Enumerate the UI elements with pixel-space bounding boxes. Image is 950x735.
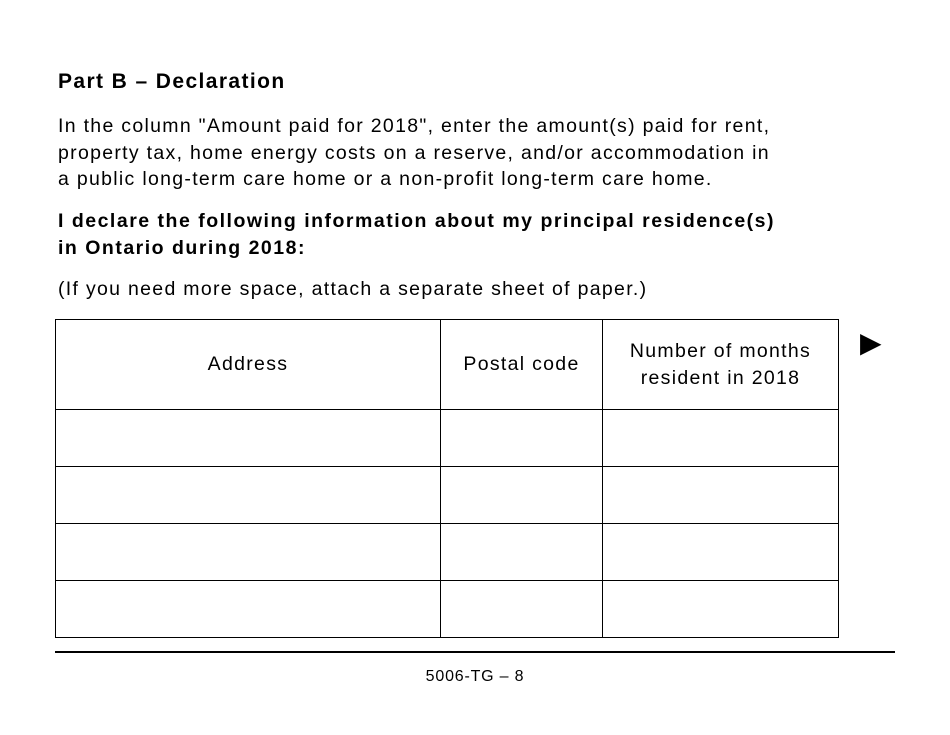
table-row — [56, 524, 839, 581]
residence-table — [55, 319, 839, 638]
table-header-row — [56, 320, 839, 410]
address-cell[interactable] — [56, 524, 441, 581]
declaration-line: I declare the following information about my principal residence(s) — [58, 210, 776, 232]
months-cell[interactable] — [603, 581, 839, 638]
footer-divider — [55, 651, 895, 653]
table-row — [56, 581, 839, 638]
address-cell[interactable] — [56, 410, 441, 467]
intro-line: property tax, home energy costs on a reserve, and/or accommodation in — [58, 141, 770, 164]
table-row — [56, 410, 839, 467]
postal-code-cell[interactable] — [441, 467, 603, 524]
months-header-line: Number of months — [629, 339, 812, 362]
address-cell[interactable] — [56, 467, 441, 524]
postal-code-cell[interactable] — [441, 524, 603, 581]
postal-code-column-header: Postal code — [441, 320, 603, 410]
declaration-statement — [58, 208, 918, 261]
intro-line: a public long-term care home or a non-profit long-term care home. — [58, 168, 713, 190]
postal-code-cell[interactable] — [441, 581, 603, 638]
months-cell[interactable] — [603, 410, 839, 467]
address-cell[interactable] — [56, 581, 441, 638]
postal-code-cell[interactable] — [441, 410, 603, 467]
intro-paragraph — [58, 113, 918, 193]
intro-line: In the column "Amount paid for 2018", enter the amount(s) paid for rent, — [58, 115, 771, 137]
months-column-header — [603, 320, 839, 410]
address-column-header: Address — [56, 320, 441, 410]
months-cell[interactable] — [603, 524, 839, 581]
space-note: (If you need more space, attach a separate sheet of paper.) — [58, 278, 648, 300]
continue-arrow-icon: ▶ — [860, 327, 882, 358]
page-number: 5006-TG – 8 — [425, 668, 525, 685]
table-row — [56, 467, 839, 524]
declaration-line: in Ontario during 2018: — [58, 236, 306, 259]
months-cell[interactable] — [603, 467, 839, 524]
months-header-line: resident in 2018 — [640, 366, 801, 389]
section-heading: Part B – Declaration — [58, 70, 286, 93]
